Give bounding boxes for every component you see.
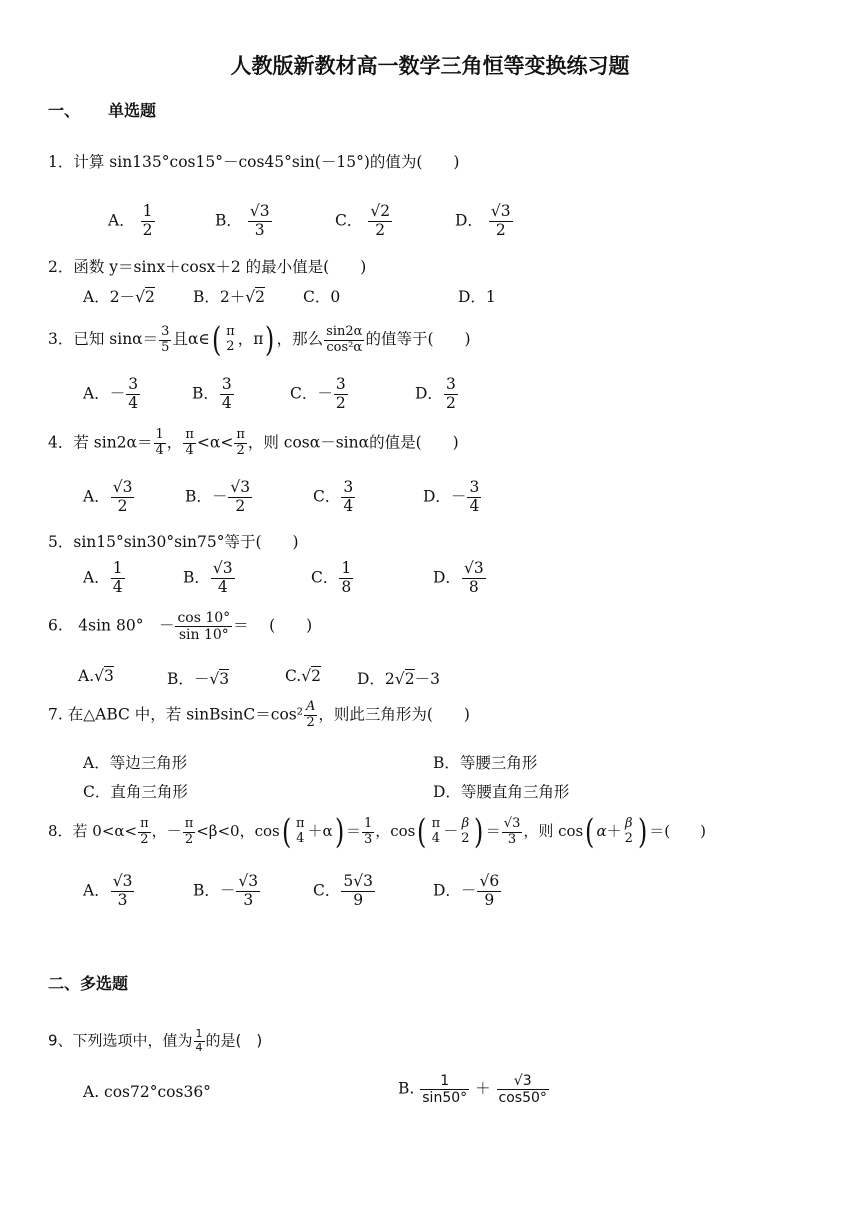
- stem-text: 8．若 0<α<: [48, 822, 138, 840]
- stem-text: ，则 cosα－sinα的值是( ): [247, 433, 459, 452]
- radicand: 3: [240, 478, 251, 496]
- option-label: A．: [83, 881, 110, 900]
- option-label: D．: [455, 211, 483, 230]
- q1-option-b[interactable]: B． $\frac{√3}{3}$: [215, 202, 270, 239]
- denominator: 4: [221, 393, 232, 412]
- q7-option-d[interactable]: D．等腰直角三角形: [433, 783, 570, 801]
- option-label: C．: [335, 211, 363, 230]
- section-heading-multi-choice: 二、多选题: [48, 974, 129, 993]
- option-label: A.: [78, 667, 95, 685]
- q7-option-a[interactable]: A．等边三角形: [83, 754, 188, 772]
- radicand: 3: [122, 872, 133, 890]
- q1-option-c[interactable]: C． $\frac{√2}{2}$: [335, 202, 391, 239]
- numerator: 1: [155, 427, 164, 442]
- radicand: 3: [473, 559, 484, 577]
- q6-option-b[interactable]: B．－√3: [167, 670, 230, 688]
- question-1-stem: 1．计算 sin135°cos15°－cos45°sin(－15°)的值为( ): [48, 153, 460, 171]
- stem-text: ，π: [237, 330, 264, 348]
- q6-option-c[interactable]: C.√2: [285, 667, 321, 685]
- option-label: A．: [83, 568, 110, 587]
- numerator: 1: [195, 1027, 203, 1040]
- q6-option-a[interactable]: A.√3: [78, 667, 114, 685]
- denominator: 2: [236, 442, 245, 458]
- question-8-stem: 8．若 0<α< $\frac{\pi}{2}$ ，－ $\frac{\pi}{2}$ <β<0，cos( π 4 ＋α) ＝ $\frac{1}{3}$ ，cos( π 4 － β 2 ) ＝ $\frac{√3}{3}$ ，则 cos( α＋ β 2 ) ＝( ): [48, 812, 706, 852]
- numerator: 3: [161, 323, 170, 339]
- q4-option-c[interactable]: [313, 479, 356, 516]
- q9-option-a[interactable]: A. cos72°cos36°: [83, 1083, 211, 1101]
- q8-option-d[interactable]: D．－ $\frac{√6}{9}$: [433, 872, 500, 909]
- stem-text: ＝: [345, 822, 361, 840]
- denominator: 3: [117, 890, 128, 909]
- question-3-stem: 3．已知 sinα＝ $\frac{3}{5}$ 且α∈( π 2 ，π) ，那么 $\frac{\sin 2\alpha}{\text{cos²α}}$ 的值等于( ): [48, 320, 471, 360]
- q4-option-a[interactable]: A． $\frac{√3}{2}$: [83, 478, 133, 515]
- option-label: B．: [192, 384, 219, 403]
- numerator: π: [431, 816, 441, 832]
- numerator: π: [140, 815, 149, 831]
- denominator: 5: [161, 339, 170, 355]
- question-7-stem: [48, 700, 470, 731]
- denominator: 4: [469, 496, 480, 515]
- denominator: 8: [341, 577, 352, 596]
- denominator: 4: [296, 831, 305, 846]
- plus-sign: ＋: [475, 1079, 491, 1098]
- question-6-stem: [48, 610, 312, 643]
- option-text: A．2－: [83, 288, 136, 306]
- denominator: 3: [243, 890, 254, 909]
- stem-text: ，cos: [375, 822, 416, 840]
- q2-option-a[interactable]: A．2－√2: [83, 288, 155, 306]
- denominator: sin50°: [422, 1090, 468, 1107]
- stem-text: α: [596, 822, 607, 840]
- q4-option-b[interactable]: B．－ $\frac{√3}{2}$: [185, 478, 251, 515]
- denominator: 2: [495, 220, 506, 239]
- q5-option-d[interactable]: D． $\frac{√3}{8}$: [433, 559, 484, 596]
- option-label: C．: [313, 881, 341, 900]
- option-label: C．: [311, 568, 339, 587]
- section-heading-single-choice: 单选题: [108, 101, 157, 120]
- question-5-stem: 5．sin15°sin30°sin75°等于( ): [48, 533, 299, 551]
- q1-option-a[interactable]: [108, 203, 156, 240]
- radicand: 3: [248, 872, 259, 890]
- option-text: －3: [414, 670, 440, 688]
- option-label: D．2: [357, 670, 395, 688]
- stem-text: <α<: [196, 433, 234, 452]
- q9-option-b[interactable]: B. $\frac{1}{\sin 50^\circ}$ ＋ $\frac{√3}{\cos 50^\circ}$: [398, 1073, 547, 1107]
- page-title: 人教版新教材高一数学三角恒等变换练习题: [230, 53, 630, 78]
- numerator: π: [185, 427, 194, 442]
- denominator: 4: [155, 442, 164, 458]
- radicand: 3: [512, 815, 521, 831]
- denominator: 2: [235, 496, 246, 515]
- numerator: β: [625, 816, 633, 832]
- denominator: 9: [353, 890, 364, 909]
- stem-text: 3．已知 sinα＝: [48, 330, 159, 348]
- q1-option-d[interactable]: D． $\frac{√3}{2}$: [455, 202, 511, 239]
- radicand: 3: [522, 1073, 532, 1089]
- option-label: C.: [285, 667, 302, 685]
- numerator: A: [305, 699, 316, 714]
- option-label: A．－: [83, 384, 126, 403]
- radicand: 3: [122, 478, 133, 496]
- q8-option-a[interactable]: A． $\frac{√3}{3}$: [83, 872, 133, 909]
- denominator: sin 10°: [178, 627, 229, 644]
- stem-text: ＋α: [307, 822, 333, 840]
- question-2-stem: 2．函数 y＝sinx＋cosx＋2 的最小值是( ): [48, 258, 367, 276]
- option-label: A．: [108, 211, 135, 230]
- stem-text: ，则 cos: [523, 822, 584, 840]
- denominator: 2: [461, 831, 470, 846]
- coefficient: 5: [343, 872, 354, 890]
- q2-option-c[interactable]: C．0: [303, 288, 341, 306]
- option-label: B.: [398, 1079, 415, 1098]
- option-text: B．2＋: [193, 288, 246, 306]
- radicand: 3: [363, 872, 374, 890]
- denominator: 2: [306, 714, 315, 730]
- option-label: B．: [215, 211, 242, 230]
- denominator: 2: [117, 496, 128, 515]
- radicand: 2: [311, 667, 321, 685]
- numerator: π: [226, 324, 235, 340]
- stem-text: ＝: [485, 822, 501, 840]
- stem-text: 7. 在△ABC 中，若 sinBsinC＝cos²: [48, 705, 303, 724]
- option-label: C．－: [290, 384, 333, 403]
- q8-option-c[interactable]: C． $\frac{5√3}{9}$: [313, 872, 374, 909]
- denominator: 4: [343, 496, 354, 515]
- denominator: 2: [445, 393, 456, 412]
- denominator: 4: [128, 393, 139, 412]
- numerator: π: [184, 815, 194, 831]
- q5-option-a[interactable]: [83, 560, 126, 597]
- denominator: 2: [140, 831, 149, 847]
- stem-text: ＝( ): [649, 822, 706, 840]
- q6-option-d[interactable]: D．2√2－3: [357, 670, 440, 688]
- stem-text: ，则此三角形为( ): [318, 705, 470, 724]
- denominator: 2: [624, 831, 633, 846]
- radicand: 2: [380, 202, 391, 220]
- stem-text: 9、下列选项中，值为: [48, 1031, 193, 1050]
- radicand: 3: [104, 667, 114, 685]
- q2-option-b[interactable]: B．2＋√2: [193, 288, 266, 306]
- denominator: 3: [507, 831, 517, 847]
- denominator: 4: [112, 577, 123, 596]
- denominator: 8: [468, 577, 479, 596]
- denominator: cos50°: [498, 1090, 547, 1107]
- option-label: C．: [313, 487, 341, 506]
- numerator: 3: [343, 478, 354, 496]
- stem-text: －: [443, 822, 459, 840]
- option-label: A．: [83, 487, 110, 506]
- numerator: 3: [335, 375, 346, 393]
- numerator: 1: [112, 559, 123, 577]
- denominator: 2: [142, 220, 153, 239]
- stem-text: 的值等于( ): [365, 330, 471, 348]
- option-label: D．: [415, 384, 443, 403]
- radicand: 3: [222, 559, 233, 577]
- denominator: 4: [217, 577, 228, 596]
- q4-option-d[interactable]: [423, 479, 482, 516]
- denominator: 4: [185, 442, 194, 458]
- stem-text: ，－: [151, 822, 182, 840]
- numerator: 3: [221, 375, 232, 393]
- numerator: 1: [363, 815, 373, 831]
- denominator: 2: [335, 393, 346, 412]
- q3-option-c[interactable]: [290, 376, 349, 413]
- q3-option-d[interactable]: [415, 376, 459, 413]
- stem-text: ，: [166, 433, 183, 452]
- numerator: π: [295, 816, 305, 832]
- numerator: β: [461, 816, 470, 832]
- denominator: 2: [375, 220, 386, 239]
- numerator: sin2α: [326, 323, 363, 339]
- question-4-stem: [48, 428, 459, 459]
- radicand: 3: [500, 202, 511, 220]
- radicand: 2: [404, 670, 415, 688]
- denominator: 3: [363, 831, 373, 847]
- radicand: 3: [259, 202, 270, 220]
- stem-text: 的是( ): [205, 1031, 263, 1050]
- denominator: cos²α: [326, 339, 363, 355]
- stem-text: 6. 4sin 80° －: [48, 616, 175, 635]
- q7-option-b[interactable]: B．等腰三角形: [433, 754, 538, 772]
- numerator: 3: [445, 375, 456, 393]
- radicand: 6: [489, 872, 500, 890]
- numerator: 1: [142, 202, 153, 220]
- denominator: 4: [195, 1040, 203, 1054]
- radicand: 3: [219, 670, 230, 688]
- numerator: 3: [469, 478, 480, 496]
- stem-text: ＝ ( ): [233, 616, 313, 635]
- option-label: B．－: [167, 670, 210, 688]
- option-label: D．: [433, 568, 461, 587]
- stem-text: ＋: [606, 822, 622, 840]
- stem-text: 4．若 sin2α＝: [48, 433, 153, 452]
- stem-text: <β<0，cos: [196, 822, 280, 840]
- denominator: 4: [431, 831, 441, 846]
- q8-option-b[interactable]: B．－ $\frac{√3}{3}$: [193, 872, 259, 909]
- stem-text: ，那么: [276, 330, 324, 348]
- numerator: 1: [420, 1073, 469, 1090]
- section-number: 一、: [48, 101, 81, 120]
- numerator: 3: [128, 375, 139, 393]
- q3-option-a[interactable]: [83, 376, 141, 413]
- q3-option-b[interactable]: [192, 376, 235, 413]
- denominator: 2: [184, 831, 194, 847]
- radicand: 2: [255, 288, 266, 306]
- numerator: cos 10°: [177, 610, 231, 626]
- question-9-stem: [48, 1028, 262, 1054]
- q2-option-d[interactable]: D．1: [458, 288, 496, 306]
- q5-option-c[interactable]: [311, 560, 354, 597]
- option-label: B．－: [185, 487, 228, 506]
- option-label: D．－: [433, 881, 477, 900]
- option-label: B．－: [193, 881, 236, 900]
- numerator: π: [236, 427, 245, 442]
- numerator: 1: [341, 559, 352, 577]
- denominator: 2: [226, 339, 235, 354]
- option-label: D．－: [423, 487, 467, 506]
- denominator: 9: [484, 890, 495, 909]
- q5-option-b[interactable]: B． $\frac{√3}{4}$: [183, 559, 233, 596]
- option-label: B．: [183, 568, 210, 587]
- denominator: 3: [254, 220, 265, 239]
- q7-option-c[interactable]: C．直角三角形: [83, 783, 188, 801]
- stem-text: 且α∈: [172, 330, 210, 348]
- radicand: 2: [144, 288, 155, 306]
